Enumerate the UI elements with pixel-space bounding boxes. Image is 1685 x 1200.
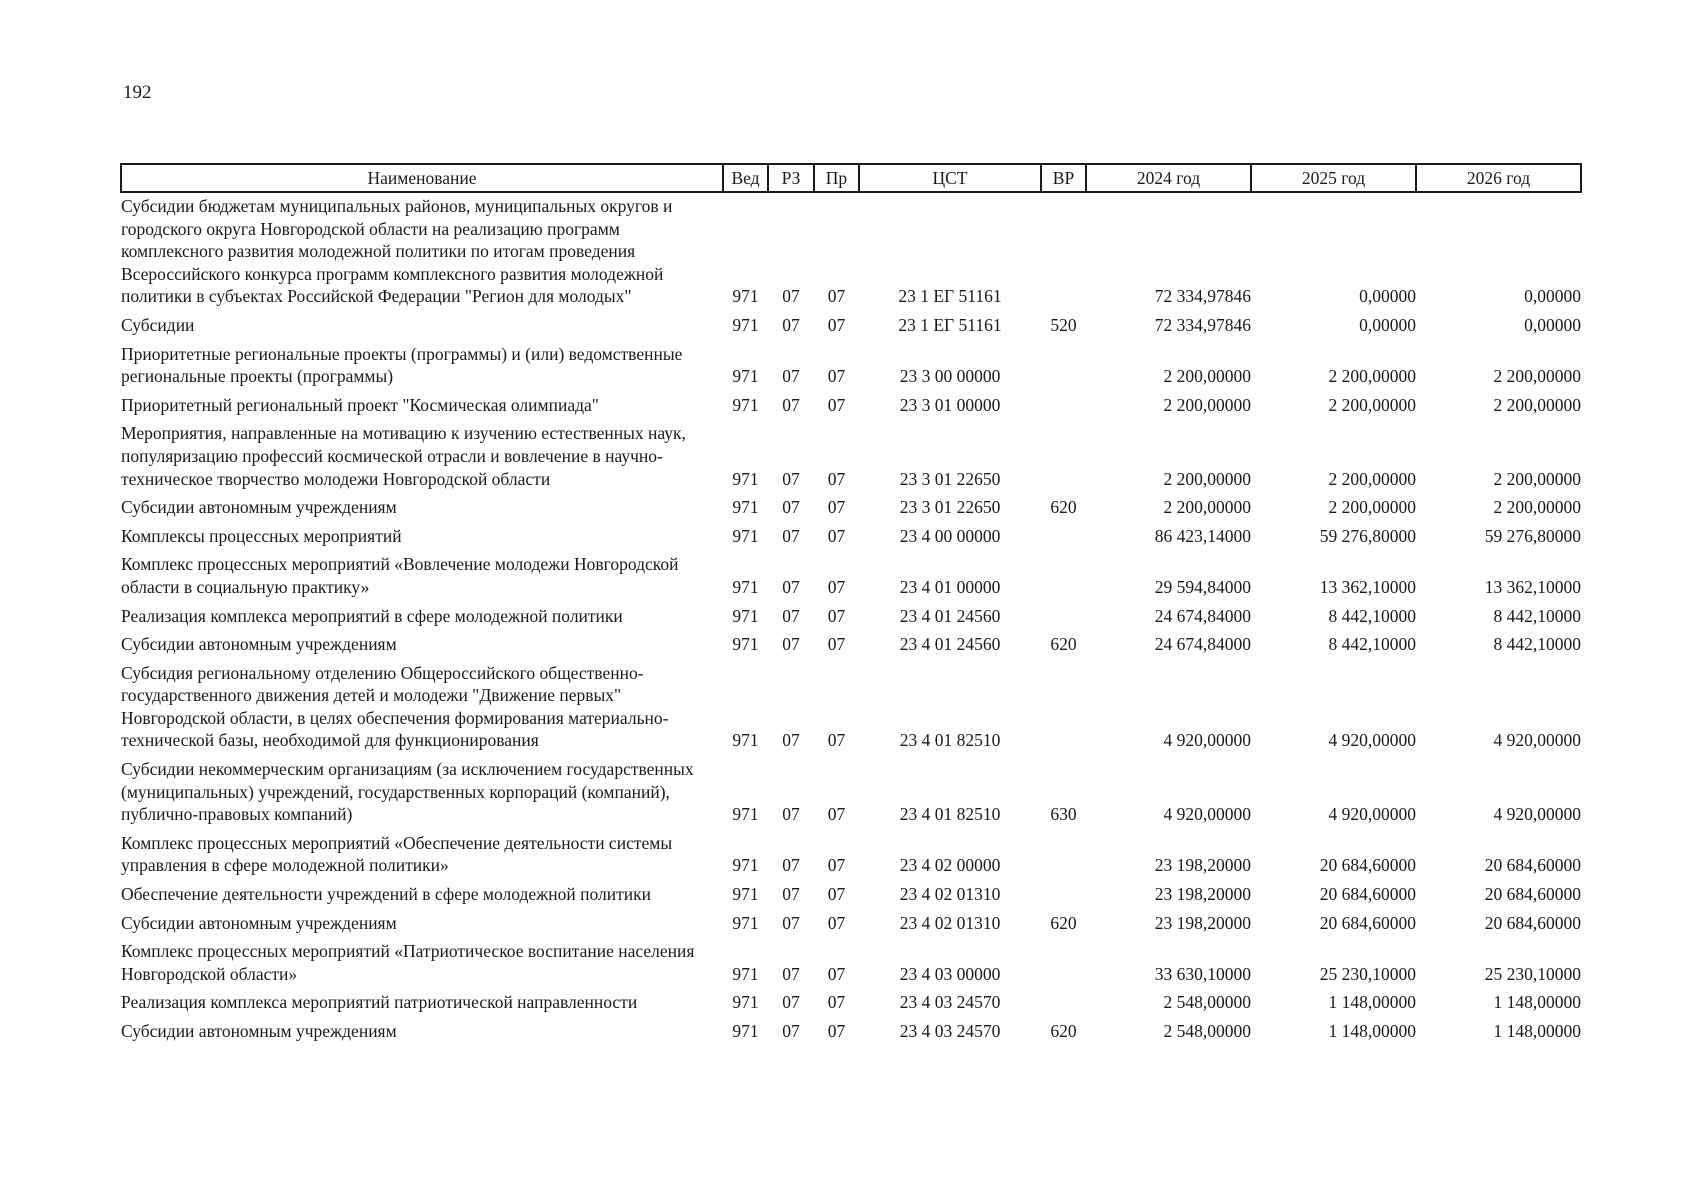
table-row xyxy=(121,938,1581,989)
cell-ved: 971 xyxy=(732,497,759,518)
table-row xyxy=(121,494,1581,523)
cell-rz: 07 xyxy=(782,804,800,825)
cell-y2024: 72 334,97846 xyxy=(1154,286,1251,307)
header-2024: 2024 год xyxy=(1086,164,1251,192)
cell-vr xyxy=(1041,881,1086,910)
cell-vr xyxy=(1041,523,1086,552)
table-row xyxy=(121,989,1581,1018)
cell-vr: 620 xyxy=(1050,912,1077,933)
table-row xyxy=(121,910,1581,939)
cell-y2026: 2 200,00000 xyxy=(1493,394,1581,415)
cell-ved: 971 xyxy=(732,1021,759,1041)
cell-ved: 971 xyxy=(732,576,759,597)
cell-name: Субсидия региональному отделению Общероссийского общественно-государственного движения детей и молодежи "Движение первых" Новгородской области, в целях обеспечения формирования материально-технической базы, необходимой для функционирования xyxy=(121,662,669,751)
cell-rz: 07 xyxy=(782,605,800,626)
cell-y2024: 2 548,00000 xyxy=(1163,992,1251,1013)
table-row xyxy=(121,341,1581,392)
cell-ved: 971 xyxy=(732,634,759,655)
cell-name: Субсидии бюджетам муниципальных районов, муниципальных округов и городского округа Новгородской области на реализацию программ комплексного развития молодежной политики по итогам проведения Всероссийского конкурса программ комплексного развития молодежной политики в субъектах Российской Федерации "Регион для молодых" xyxy=(121,196,673,307)
cell-pr: 07 xyxy=(827,497,846,518)
cell-y2025: 59 276,80000 xyxy=(1319,525,1416,546)
cell-rz: 07 xyxy=(782,314,800,335)
cell-y2026: 59 276,80000 xyxy=(1484,525,1581,546)
cell-cst: 23 4 02 01310 xyxy=(899,884,1001,905)
cell-y2025: 8 442,10000 xyxy=(1328,605,1416,626)
cell-name: Субсидии автономным учреждениям xyxy=(121,912,397,933)
cell-ved: 971 xyxy=(732,605,759,626)
cell-y2025: 0,00000 xyxy=(1359,286,1416,307)
cell-y2026: 20 684,60000 xyxy=(1484,855,1581,876)
cell-y2026: 4 920,00000 xyxy=(1493,730,1581,751)
cell-y2026: 25 230,10000 xyxy=(1484,963,1581,984)
cell-y2025: 1 148,00000 xyxy=(1328,992,1416,1013)
table-row xyxy=(121,312,1581,341)
table-row xyxy=(121,192,1581,312)
cell-y2025: 1 148,00000 xyxy=(1328,1021,1416,1041)
cell-ved: 971 xyxy=(732,394,759,415)
cell-pr: 07 xyxy=(827,804,846,825)
cell-ved: 971 xyxy=(732,884,759,905)
cell-name: Субсидии автономным учреждениям xyxy=(121,497,397,518)
cell-name: Обеспечение деятельности учреждений в сфере молодежной политики xyxy=(121,884,651,905)
cell-y2025: 8 442,10000 xyxy=(1328,634,1416,655)
cell-y2026: 2 200,00000 xyxy=(1493,468,1581,489)
cell-cst: 23 4 01 24560 xyxy=(899,634,1001,655)
cell-name: Реализация комплекса мероприятий патриотической направленности xyxy=(121,992,638,1013)
table-header-row xyxy=(121,164,1581,192)
cell-name: Субсидии автономным учреждениям xyxy=(121,634,397,655)
cell-vr xyxy=(1041,551,1086,602)
cell-ved: 971 xyxy=(732,804,759,825)
cell-rz: 07 xyxy=(782,366,800,387)
cell-pr: 07 xyxy=(827,912,846,933)
cell-rz: 07 xyxy=(782,992,800,1013)
cell-vr xyxy=(1041,420,1086,494)
cell-vr: 620 xyxy=(1050,497,1077,518)
cell-rz: 07 xyxy=(782,855,800,876)
cell-y2024: 4 920,00000 xyxy=(1163,730,1251,751)
header-2025: 2025 год xyxy=(1251,164,1416,192)
cell-cst: 23 3 01 22650 xyxy=(899,468,1001,489)
table-row xyxy=(121,881,1581,910)
cell-y2026: 1 148,00000 xyxy=(1493,1021,1581,1041)
table-row xyxy=(121,756,1581,830)
table-row xyxy=(121,551,1581,602)
cell-ved: 971 xyxy=(732,963,759,984)
cell-cst: 23 3 00 00000 xyxy=(899,366,1001,387)
cell-cst: 23 4 01 00000 xyxy=(899,576,1001,597)
cell-y2024: 2 200,00000 xyxy=(1163,497,1251,518)
cell-vr xyxy=(1041,938,1086,989)
cell-pr: 07 xyxy=(827,605,846,626)
table-row xyxy=(121,523,1581,552)
cell-name: Реализация комплекса мероприятий в сфере молодежной политики xyxy=(121,605,623,626)
cell-pr: 07 xyxy=(827,730,846,751)
cell-cst: 23 4 03 24570 xyxy=(899,992,1001,1013)
cell-y2026: 8 442,10000 xyxy=(1493,634,1581,655)
cell-y2024: 23 198,20000 xyxy=(1154,855,1251,876)
cell-vr xyxy=(1041,341,1086,392)
cell-cst: 23 1 ЕГ 51161 xyxy=(898,314,1002,335)
cell-y2026: 20 684,60000 xyxy=(1484,884,1581,905)
cell-y2024: 29 594,84000 xyxy=(1154,576,1251,597)
header-2026: 2026 год xyxy=(1416,164,1581,192)
cell-y2025: 0,00000 xyxy=(1359,314,1416,335)
cell-rz: 07 xyxy=(782,963,800,984)
header-ved: Вед xyxy=(723,164,768,192)
cell-y2024: 24 674,84000 xyxy=(1154,634,1251,655)
cell-cst: 23 4 01 82510 xyxy=(899,730,1001,751)
cell-name: Комплекс процессных мероприятий «Патриотическое воспитание населения Новгородской области» xyxy=(121,941,695,984)
cell-cst: 23 4 00 00000 xyxy=(899,525,1001,546)
cell-rz: 07 xyxy=(782,394,800,415)
table-row xyxy=(121,660,1581,756)
cell-y2024: 33 630,10000 xyxy=(1154,963,1251,984)
cell-name: Приоритетный региональный проект "Космическая олимпиада" xyxy=(121,394,599,415)
cell-y2024: 2 200,00000 xyxy=(1163,366,1251,387)
table-body xyxy=(121,192,1581,1047)
cell-name: Мероприятия, направленные на мотивацию к изучению естественных наук, популяризацию профессий космической отрасли и вовлечение в научно-техническое творчество молодежи Новгородской области xyxy=(121,423,686,489)
cell-y2025: 2 200,00000 xyxy=(1328,394,1416,415)
cell-rz: 07 xyxy=(782,497,800,518)
cell-ved: 971 xyxy=(732,912,759,933)
cell-cst: 23 3 01 22650 xyxy=(899,497,1001,518)
cell-rz: 07 xyxy=(782,525,800,546)
cell-vr: 620 xyxy=(1050,634,1077,655)
cell-ved: 971 xyxy=(732,468,759,489)
cell-vr: 520 xyxy=(1050,314,1077,335)
cell-y2024: 2 548,00000 xyxy=(1163,1021,1251,1041)
cell-y2026: 2 200,00000 xyxy=(1493,366,1581,387)
table-row xyxy=(121,1018,1581,1047)
cell-name: Комплекс процессных мероприятий «Обеспечение деятельности системы управления в сфере молодежной политики» xyxy=(121,832,673,876)
cell-cst: 23 4 03 24570 xyxy=(899,1021,1001,1041)
cell-pr: 07 xyxy=(827,366,846,387)
cell-pr: 07 xyxy=(827,963,846,984)
cell-vr: 630 xyxy=(1050,804,1077,825)
cell-cst: 23 4 03 00000 xyxy=(899,963,1001,984)
cell-ved: 971 xyxy=(732,366,759,387)
cell-name: Приоритетные региональные проекты (программы) и (или) ведомственные региональные проекты (программы) xyxy=(121,343,683,387)
cell-y2026: 2 200,00000 xyxy=(1493,497,1581,518)
cell-y2025: 20 684,60000 xyxy=(1319,912,1416,933)
cell-ved: 971 xyxy=(732,525,759,546)
cell-name: Субсидии xyxy=(121,314,195,335)
cell-vr xyxy=(1041,603,1086,632)
header-pr: Пр xyxy=(814,164,859,192)
cell-pr: 07 xyxy=(827,286,846,307)
cell-y2026: 0,00000 xyxy=(1524,286,1581,307)
cell-rz: 07 xyxy=(782,286,800,307)
cell-cst: 23 4 02 01310 xyxy=(899,912,1001,933)
cell-y2025: 4 920,00000 xyxy=(1328,804,1416,825)
cell-ved: 971 xyxy=(732,855,759,876)
cell-rz: 07 xyxy=(782,634,800,655)
cell-y2025: 2 200,00000 xyxy=(1328,468,1416,489)
cell-cst: 23 3 01 00000 xyxy=(899,394,1001,415)
cell-rz: 07 xyxy=(782,1021,800,1041)
cell-vr xyxy=(1041,830,1086,881)
cell-y2026: 20 684,60000 xyxy=(1484,912,1581,933)
cell-y2024: 72 334,97846 xyxy=(1154,314,1251,335)
cell-cst: 23 4 01 24560 xyxy=(899,605,1001,626)
table-row xyxy=(121,392,1581,421)
cell-y2025: 13 362,10000 xyxy=(1319,576,1416,597)
header-rz: РЗ xyxy=(768,164,814,192)
cell-y2026: 13 362,10000 xyxy=(1484,576,1581,597)
page-number: 192 xyxy=(123,82,152,103)
cell-rz: 07 xyxy=(782,576,800,597)
cell-y2025: 25 230,10000 xyxy=(1319,963,1416,984)
table-row xyxy=(121,830,1581,881)
table-row xyxy=(121,603,1581,632)
cell-ved: 971 xyxy=(732,314,759,335)
cell-pr: 07 xyxy=(827,884,846,905)
cell-name: Субсидии автономным учреждениям xyxy=(121,1021,397,1041)
header-cst: ЦСТ xyxy=(859,164,1041,192)
cell-pr: 07 xyxy=(827,1021,846,1041)
cell-vr xyxy=(1041,989,1086,1018)
cell-cst: 23 4 01 82510 xyxy=(899,804,1001,825)
table-row xyxy=(121,420,1581,494)
cell-y2026: 0,00000 xyxy=(1524,314,1581,335)
cell-pr: 07 xyxy=(827,992,846,1013)
budget-table xyxy=(120,163,1582,1047)
cell-y2026: 8 442,10000 xyxy=(1493,605,1581,626)
cell-pr: 07 xyxy=(827,576,846,597)
cell-pr: 07 xyxy=(827,634,846,655)
cell-vr: 620 xyxy=(1050,1021,1077,1041)
cell-y2025: 20 684,60000 xyxy=(1319,855,1416,876)
cell-y2026: 4 920,00000 xyxy=(1493,804,1581,825)
cell-vr xyxy=(1041,660,1086,756)
cell-ved: 971 xyxy=(732,286,759,307)
cell-cst: 23 1 ЕГ 51161 xyxy=(898,286,1002,307)
cell-name: Комплексы процессных мероприятий xyxy=(121,525,402,546)
cell-ved: 971 xyxy=(732,730,759,751)
header-name: Наименование xyxy=(121,164,723,192)
cell-y2024: 23 198,20000 xyxy=(1154,884,1251,905)
cell-y2024: 86 423,14000 xyxy=(1154,525,1251,546)
cell-pr: 07 xyxy=(827,314,846,335)
cell-y2025: 2 200,00000 xyxy=(1328,497,1416,518)
cell-vr xyxy=(1041,392,1086,421)
cell-pr: 07 xyxy=(827,394,846,415)
header-vr: ВР xyxy=(1041,164,1086,192)
cell-y2025: 2 200,00000 xyxy=(1328,366,1416,387)
cell-ved: 971 xyxy=(732,992,759,1013)
cell-pr: 07 xyxy=(827,468,846,489)
cell-pr: 07 xyxy=(827,525,846,546)
cell-rz: 07 xyxy=(782,468,800,489)
cell-vr xyxy=(1041,192,1086,312)
cell-name: Субсидии некоммерческим организациям (за исключением государственных (муниципальных) учреждений, государственных корпораций (компаний), публично-правовых компаний) xyxy=(121,759,694,825)
cell-y2025: 20 684,60000 xyxy=(1319,884,1416,905)
cell-rz: 07 xyxy=(782,730,800,751)
cell-rz: 07 xyxy=(782,912,800,933)
cell-y2024: 24 674,84000 xyxy=(1154,605,1251,626)
cell-y2024: 4 920,00000 xyxy=(1163,804,1251,825)
cell-name: Комплекс процессных мероприятий «Вовлечение молодежи Новгородской области в социальную практику» xyxy=(121,554,679,597)
cell-pr: 07 xyxy=(827,855,846,876)
cell-y2026: 1 148,00000 xyxy=(1493,992,1581,1013)
cell-y2024: 2 200,00000 xyxy=(1163,468,1251,489)
cell-rz: 07 xyxy=(782,884,800,905)
cell-y2024: 23 198,20000 xyxy=(1154,912,1251,933)
cell-cst: 23 4 02 00000 xyxy=(899,855,1001,876)
table-row xyxy=(121,631,1581,660)
cell-y2025: 4 920,00000 xyxy=(1328,730,1416,751)
cell-y2024: 2 200,00000 xyxy=(1163,394,1251,415)
